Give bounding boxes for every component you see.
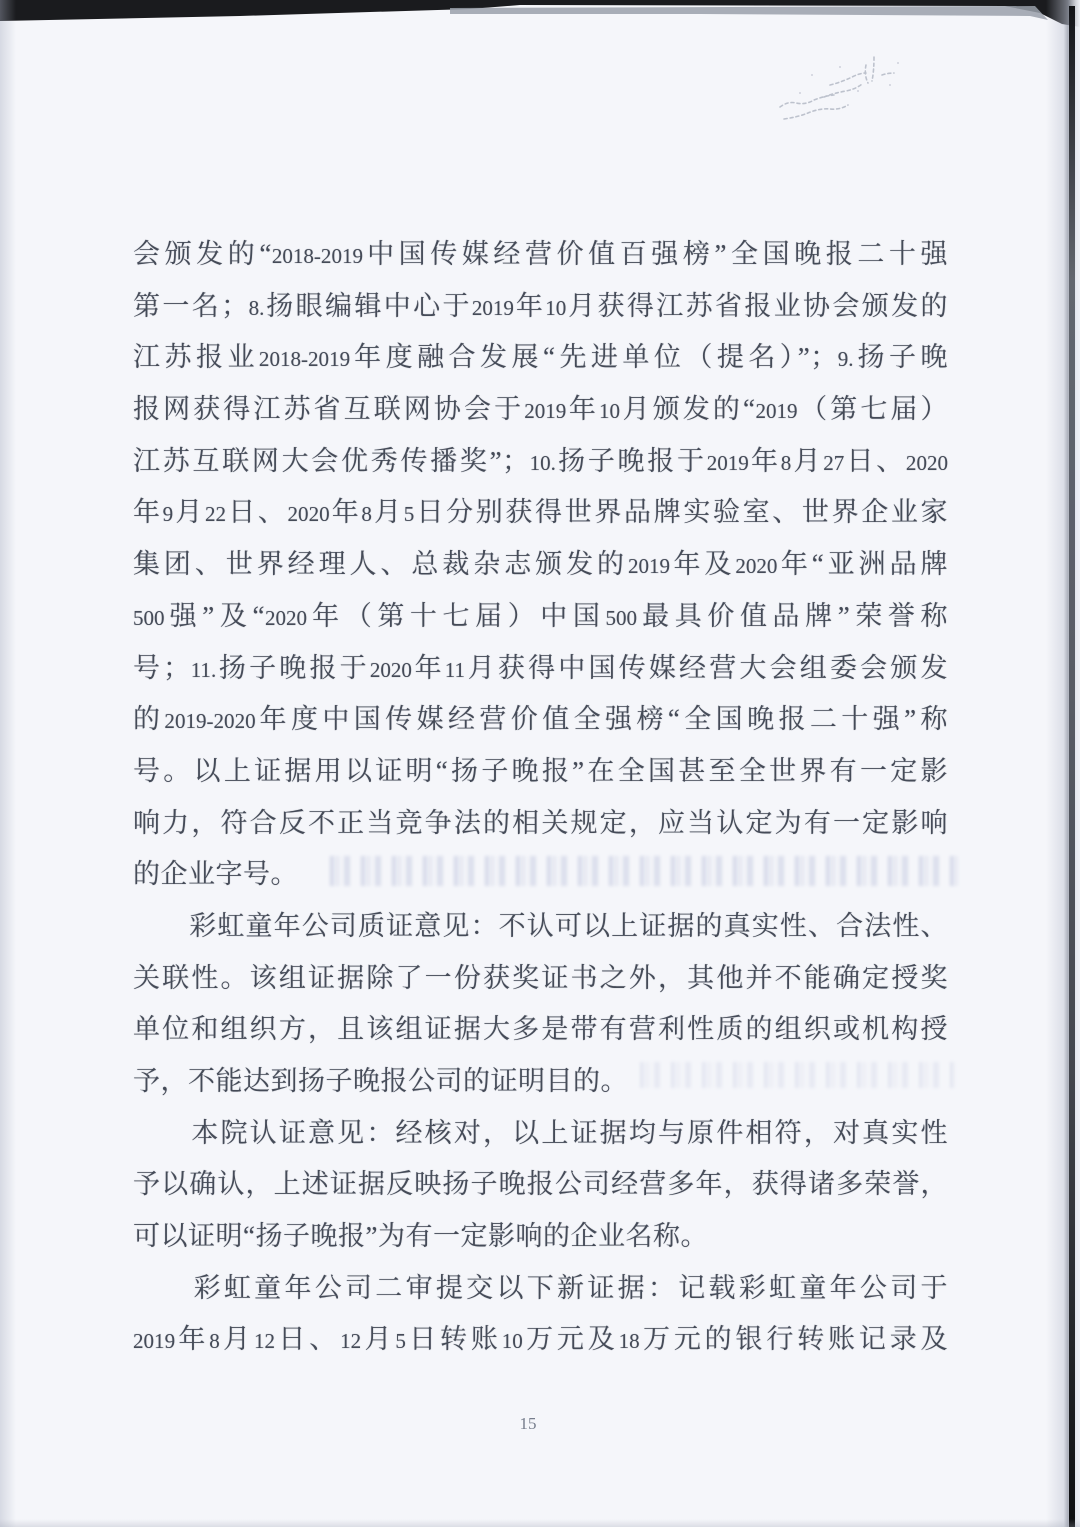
document-line: 本院认证意见：经核对，以上证据均与原件相符，对真实性 [133,1117,948,1148]
document-line: 关联性。该组证据除了一份获奖证书之外，其他并不能确定授奖 [133,962,948,993]
scan-edge-bottom [0,1519,1080,1527]
document-line: 第一名；8.扬眼编辑中心于2019年10月获得江苏省报业协会颁发的 [133,290,948,321]
page-number: 15 [519,1414,537,1433]
document-line: 的2019-2020年度中国传媒经营价值全强榜“全国晚报二十强”称 [133,704,948,735]
scan-edge-top [0,0,1080,30]
document-text [133,229,948,1366]
document-line: 号。以上证据用以证明“扬子晚报”在全国甚至全世界有一定影 [133,755,948,786]
scan-edge-left [0,0,16,1527]
document-line: 江苏报业2018-2019年度融合发展“先进单位（提名）”；9.扬子晚 [133,342,948,373]
document-line: 报网获得江苏省互联网协会于2019年10月颁发的“2019（第七届） [133,394,948,425]
document-line: 会颁发的“2018-2019中国传媒经营价值百强榜”全国晚报二十强 [133,239,948,269]
document-line: 响力，符合反不正当竞争法的相关规定，应当认定为有一定影响 [133,807,948,838]
document-line: 予，不能达到扬子晚报公司的证明目的。 [133,1066,628,1096]
document-line: 可以证明“扬子晚报”为有一定影响的企业名称。 [133,1221,708,1252]
document-line: 单位和组织方，且该组证据大多是带有营利性质的组织或机构授 [133,1014,948,1045]
document-line: 彩虹童年公司质证意见：不认可以上证据的真实性、合法性、 [133,910,948,941]
document-line: 彩虹童年公司二审提交以下新证据：记载彩虹童年公司于 [133,1272,948,1303]
document-line: 的企业字号。 [133,859,298,890]
document-line: 号；11.扬子晚报于2020年11月获得中国传媒经营大会组委会颁发 [133,652,948,683]
pencil-smudge [770,45,930,135]
document-line: 2019年8月12日、12月5日转账10万元及18万元的银行转账记录及 [133,1324,948,1355]
document-line: 江苏互联网大会优秀传播奖”；10.扬子晚报于2019年8月27日、2020 [133,445,948,476]
page-edge-shadow [1069,6,1075,1527]
document-line: 集团、世界经理人、总裁杂志颁发的2019年及2020年“亚洲品牌 [133,549,948,580]
document-line: 予以确认，上述证据反映扬子晚报公司经营多年，获得诸多荣誉， [133,1169,948,1200]
document-line: 年9月22日、2020年8月5日分别获得世界品牌实验室、世界企业家 [133,497,948,528]
document-line: 500强”及“2020年（第十七届）中国500最具价值品牌”荣誉称 [133,600,948,631]
